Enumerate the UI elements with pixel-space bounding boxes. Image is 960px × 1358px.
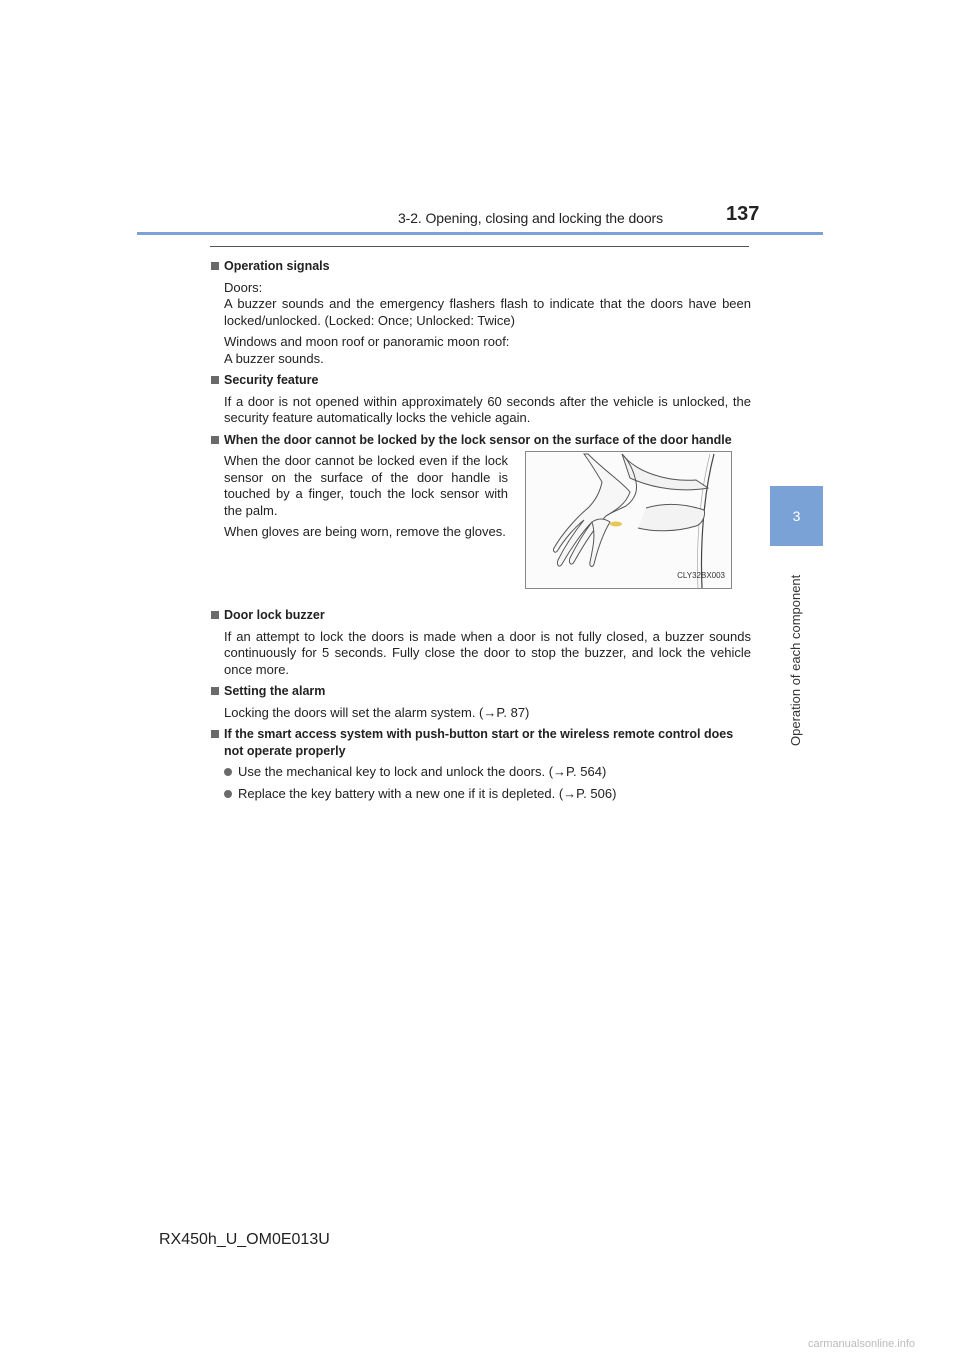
- section-heading: If the smart access system with push-button start or the wireless remote control does not operate properly: [211, 726, 751, 759]
- square-bullet-icon: [211, 730, 219, 738]
- section-divider: [210, 246, 749, 247]
- square-bullet-icon: [211, 376, 219, 384]
- section-heading: Door lock buzzer: [211, 607, 751, 624]
- page-content: [211, 258, 751, 802]
- model-code: RX450h_U_OM0E013U: [159, 1231, 330, 1248]
- section-title: 3-2. Opening, closing and locking the doors: [398, 210, 663, 226]
- watermark-link[interactable]: carmanualsonline.info: [808, 1338, 916, 1350]
- section-heading: Operation signals: [211, 258, 751, 275]
- text-with-figure: [211, 451, 751, 589]
- round-bullet-icon: [224, 790, 232, 798]
- paragraph: If an attempt to lock the doors is made when a door is not fully closed, a buzzer sounds continuously for 5 seconds. Fully close the door to stop the buzzer, and lock the vehicle once more.: [224, 628, 751, 677]
- section-heading: Security feature: [211, 372, 751, 389]
- square-bullet-icon: [211, 687, 219, 695]
- header-rule: [137, 232, 823, 235]
- list-item: Replace the key battery with a new one if it is depleted. (→P. 506): [224, 786, 751, 803]
- section-heading: When the door cannot be locked by the lock sensor on the surface of the door handle: [211, 432, 751, 449]
- instruction-text: When the door cannot be locked even if the lock sensor on the surface of the door handle is touched by a finger, touch the lock sensor with the palm. When gloves are being worn, remove the gloves.: [224, 453, 508, 539]
- page-number: 137: [726, 203, 760, 225]
- round-bullet-icon: [224, 768, 232, 776]
- figure-code: CLY32BX003: [677, 570, 725, 580]
- paragraph: If a door is not opened within approximately 60 seconds after the vehicle is unlocked, the security feature automatically locks the vehicle again.: [224, 393, 751, 425]
- paragraph: Windows and moon roof or panoramic moon roof: A buzzer sounds.: [224, 334, 510, 366]
- square-bullet-icon: [211, 436, 219, 444]
- chapter-label: [788, 560, 808, 750]
- door-handle-illustration: [525, 451, 732, 589]
- square-bullet-icon: [211, 262, 219, 270]
- chapter-label-text: Operation of each component: [788, 574, 803, 746]
- chapter-tab: 3: [770, 486, 823, 546]
- section-heading: Setting the alarm: [211, 683, 751, 700]
- square-bullet-icon: [211, 611, 219, 619]
- list-item: Use the mechanical key to lock and unlock the doors. (→P. 564): [224, 764, 751, 781]
- paragraph: Locking the doors will set the alarm system. (→P. 87): [224, 704, 530, 720]
- paragraph: Doors: A buzzer sounds and the emergency flashers flash to indicate that the doors have been locked/unlocked. (Locked: Once; Unlocked: Twice): [224, 279, 751, 328]
